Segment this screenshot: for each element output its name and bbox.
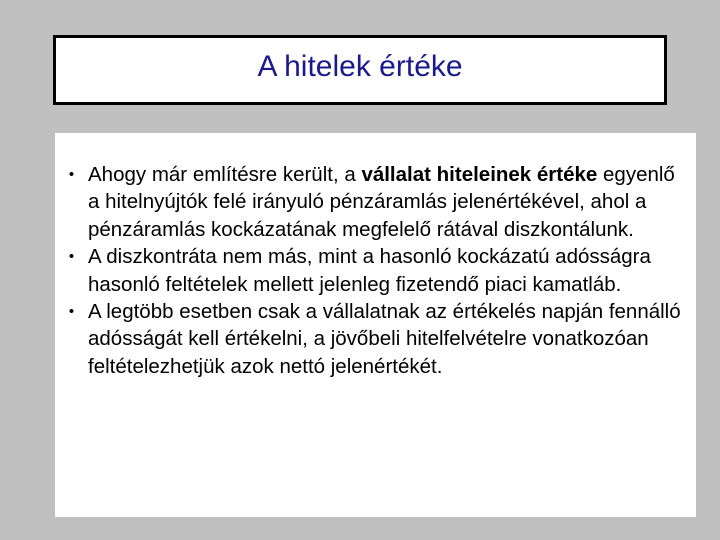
- bullet-list: [55, 161, 696, 380]
- slide-content-panel: [55, 133, 696, 517]
- bullet-item: [55, 298, 696, 380]
- bullet-icon: •: [68, 248, 75, 266]
- bullet-item: [55, 161, 696, 243]
- bullet-text: A diszkontráta nem más, mint a hasonló kockázatú adósságra hasonló feltételek mellett jelenleg fizetendő piaci kamatláb.: [88, 245, 651, 296]
- bullet-icon: •: [68, 166, 75, 183]
- bullet-icon: •: [68, 303, 75, 321]
- bullet-text-end: egyenlő a hitelnyújtók felé irányuló pénzáramlás jelenértékével, ahol a pénzáramlás kockázatának megfelelő rátával diszkontálunk.: [88, 163, 675, 241]
- bullet-text-start: Ahogy már említésre került, a: [88, 163, 362, 186]
- slide-title-box: [53, 35, 667, 105]
- bullet-text: A legtöbb esetben csak a vállalatnak az értékelés napján fennálló adósságát kell értékelni, a jövőbeli hitelfelvételre vonatkozóan feltételezhetjük azok nettó jelenértékét.: [88, 300, 681, 378]
- bullet-text-bold: vállalat hiteleinek értéke: [361, 163, 598, 186]
- slide-title: A hitelek értéke: [257, 50, 463, 83]
- bullet-item: [55, 243, 696, 298]
